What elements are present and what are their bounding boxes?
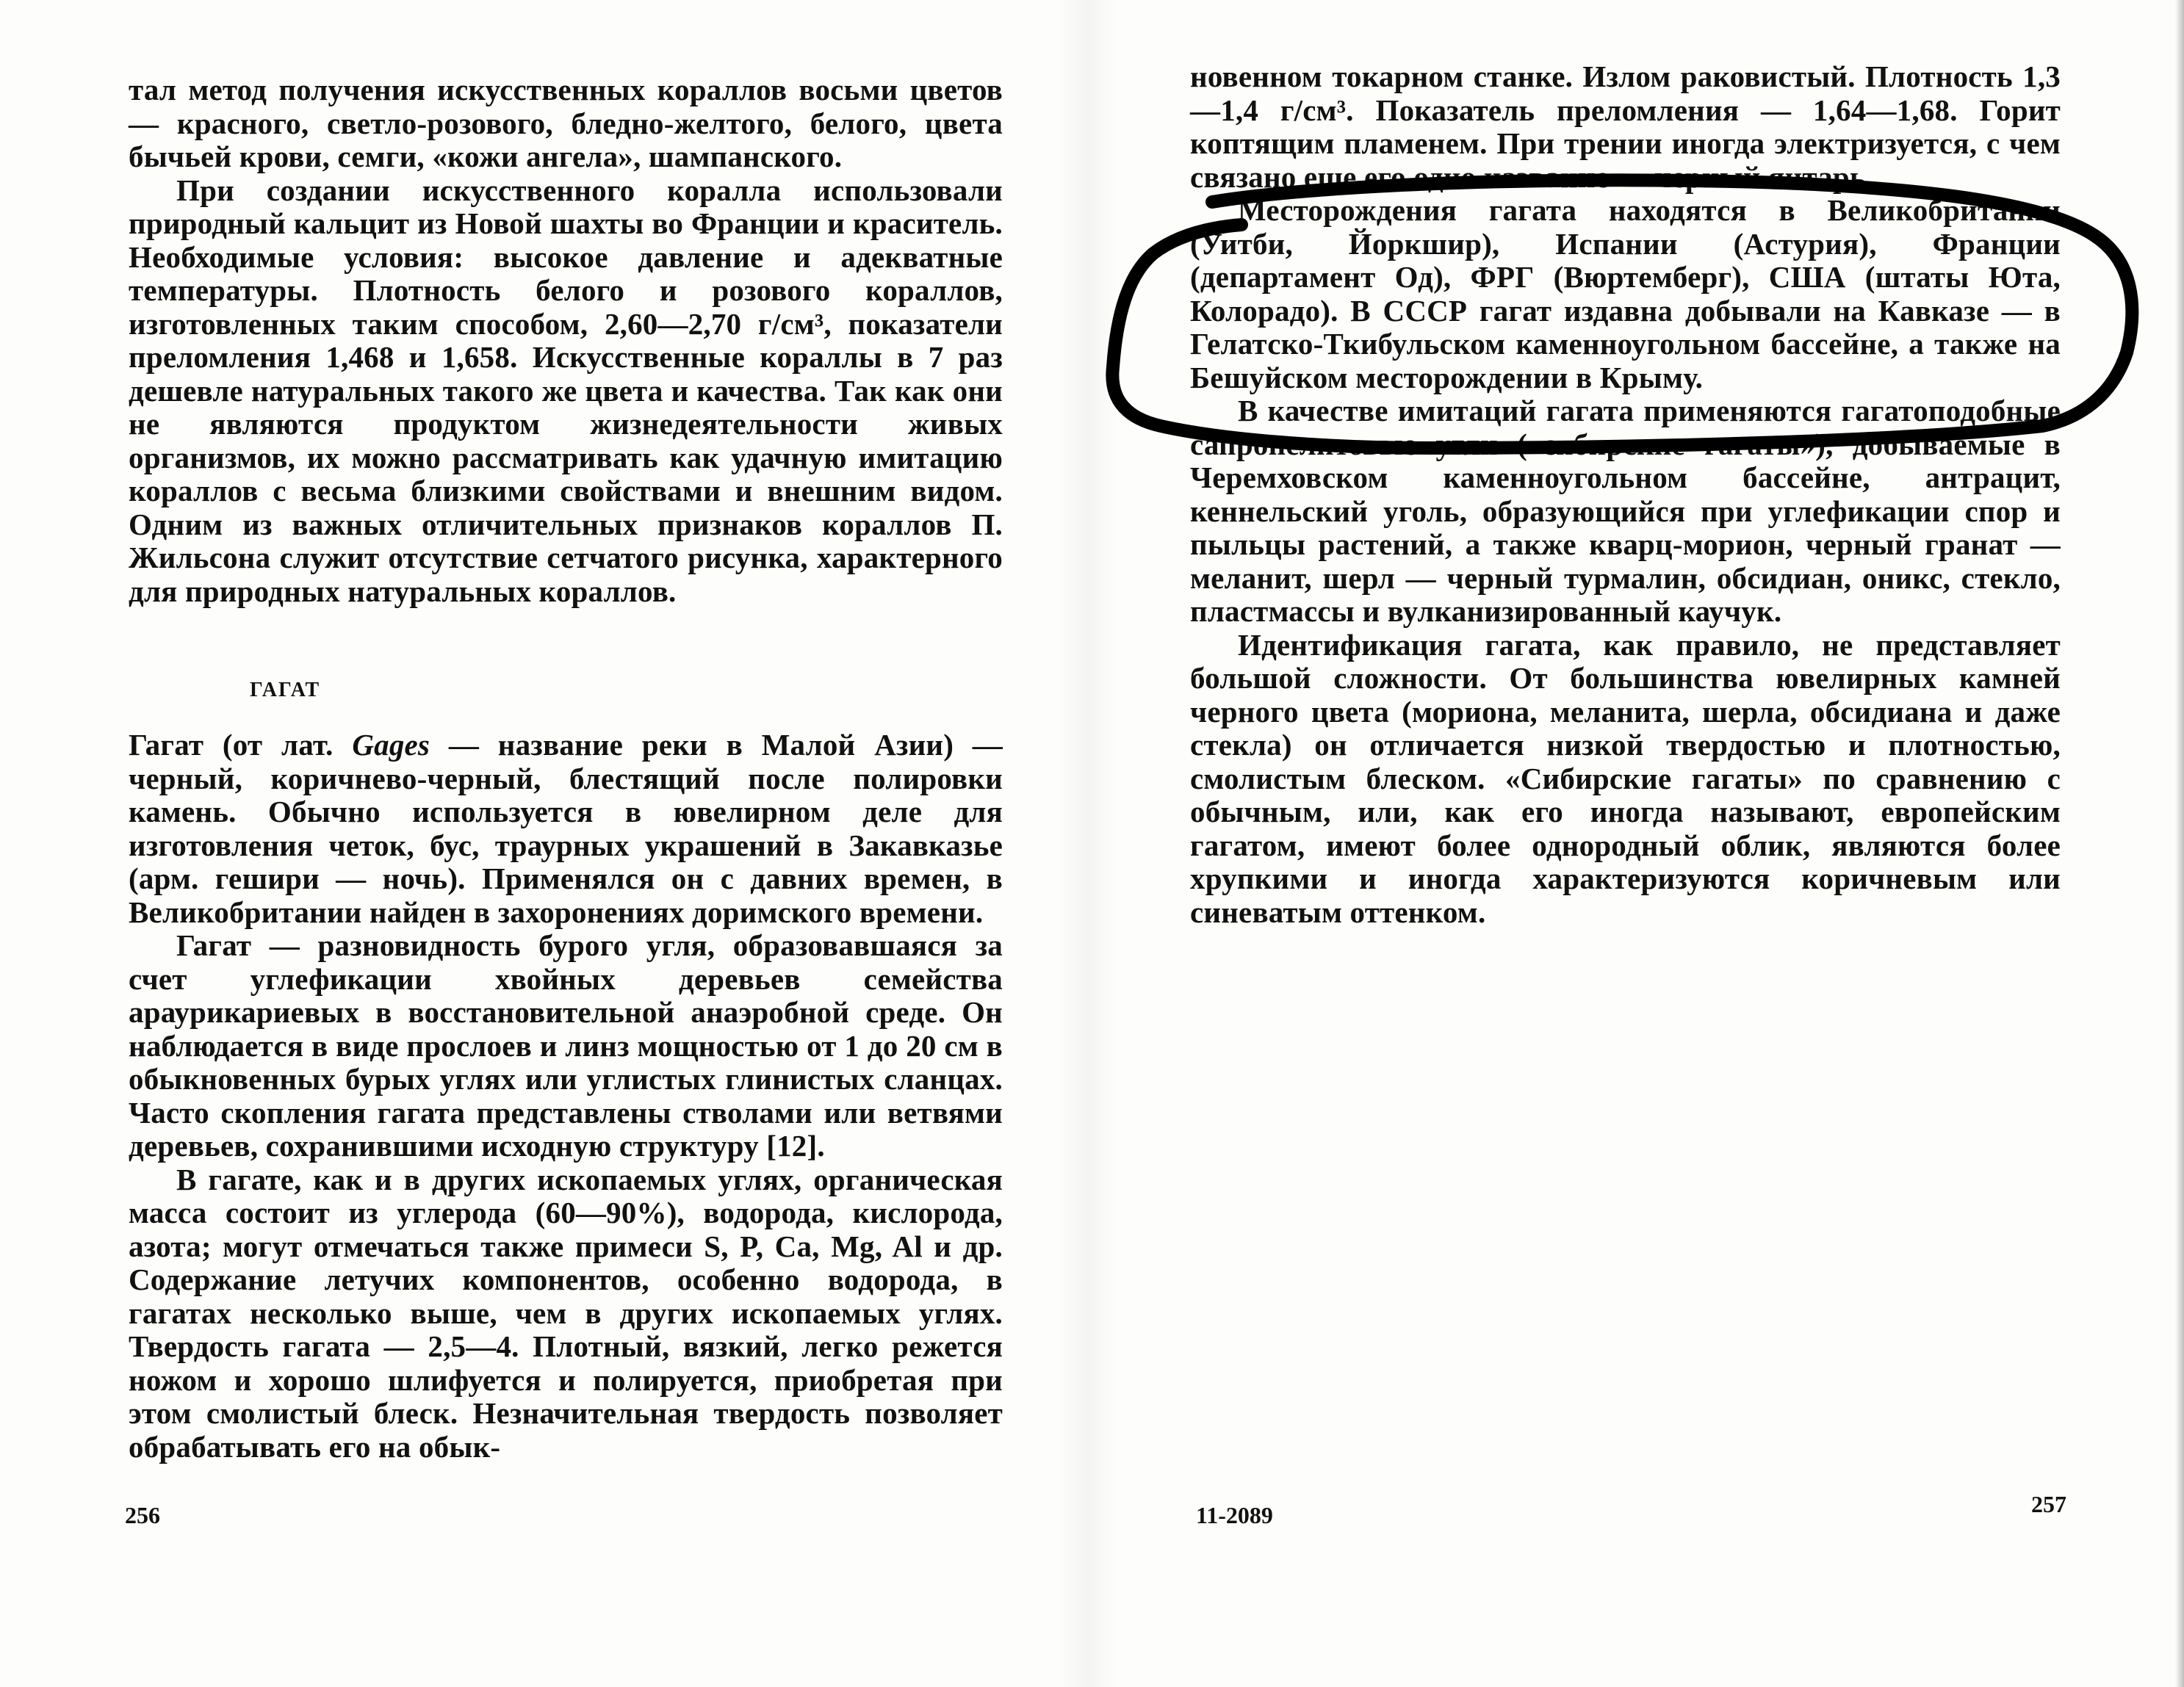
gagat-intro-paragraph	[129, 729, 1003, 929]
signature-mark: 11-2089	[1196, 1502, 1273, 1528]
book-gutter	[1058, 0, 1117, 1687]
section-heading-gagat: ГАГАТ	[250, 679, 321, 701]
gagat-imitations-paragraph: В качестве имитаций гагата применяются гагатоподобные сапропелитовые угли («сибирские гагаты»), добываемые в Черемховском каменноугольном бассейне, антрацит, кеннельский уголь, образующийся при углефикации спор и пыльцы растений, а также кварц-морион, черный гранат — меланит, шерл — черный турмалин, обсидиан, оникс, стекло, пластмассы и вулканизированный каучук.	[1190, 394, 2061, 628]
gagat-deposits-paragraph: Месторождения гагата находятся в Великобритании (Уитби, Йоркшир), Испании (Астурия), Франции (департамент Од), ФРГ (Вюртемберг), США (штаты Юта, Колорадо). В СССР гагат издавна добывали на Кавказе — в Гелатско-Ткибульском каменноугольном бассейне, а также на Бешуйском месторождении в Крыму.	[1190, 193, 2061, 394]
gagat-composition-paragraph: В гагате, как и в других ископаемых углях, органическая масса состоит из углерода (60—90%), водорода, кислорода, азота; могут отмечаться также примеси S, P, Ca, Mg, Al и др. Содержание летучих компонентов, особенно водорода, в гагатах несколько выше, чем в других ископаемых углях. Твердость гагата — 2,5—4. Плотный, вязкий, легко режется ножом и хорошо шлифуется и полируется, приобретая при этом смолистый блеск. Незначительная твердость позволяет обрабатывать его на обык-	[129, 1162, 1003, 1464]
page-edge	[2175, 0, 2184, 1687]
left-page-column	[129, 73, 1003, 1464]
coral-paragraph-1: тал метод получения искусственных кораллов восьми цветов — красного, светло-розового, бледно-желтого, белого, цвета бычьей крови, семги, «кожи ангела», шампанского.	[129, 73, 1003, 173]
gagat-latin-term: Gages	[352, 728, 430, 762]
gagat-identification-paragraph: Идентификация гагата, как правило, не представляет большой сложности. От большинства ювелирных камней черного цвета (мориона, меланита, шерла, обсидиана и даже стекла) он отличается низкой твердостью и плотностью, смолистым блеском. «Сибирские гагаты» по сравнению с обычным, или, как его иногда называют, европейским гагатом, имеют более однородный облик, являются более хрупкими и иногда характеризуются коричневым или синеватым оттенком.	[1190, 627, 2061, 929]
gagat-intro-prefix: Гагат (от лат.	[129, 728, 353, 762]
page-number-right: 257	[2031, 1491, 2066, 1517]
right-page-column	[1190, 60, 2061, 929]
coral-paragraph-2: При создании искусственного коралла использовали природный кальцит из Новой шахты во Франции и краситель. Необходимые условия: высокое давление и адекватные температуры. Плотность белого и розового кораллов, изготовленных таким способом, 2,60—2,70 г/см³, показатели преломления 1,468 и 1,658. Искусственные кораллы в 7 раз дешевле натуральных такого же цвета и качества. Так как они не являются продуктом жизнедеятельности живых организмов, их можно рассматривать как удачную имитацию кораллов с весьма близкими свойствами и внешним видом. Одним из важных отличительных признаков кораллов П. Жильсона служит отсутствие сетчатого рисунка, характерного для природных натуральных кораллов.	[129, 173, 1003, 608]
gagat-properties-paragraph: новенном токарном станке. Излом раковистый. Плотность 1,3—1,4 г/см³. Показатель преломления — 1,64—1,68. Горит коптящим пламенем. При трении иногда электризуется, с чем связано еще его одно название — черный янтарь.	[1190, 59, 2061, 194]
page-number-left: 256	[125, 1502, 160, 1528]
gagat-intro-rest: — название реки в Малой Азии) — черный, коричнево-черный, блестящий после полировки камень. Обычно используется в ювелирном деле для изготовления четок, бус, траурных украшений в Закавказье (арм. гешири — ночь). Применялся он с давних времен, в Великобритании найден в захоронениях доримского времени.	[129, 728, 1003, 929]
gagat-origin-paragraph: Гагат — разновидность бурого угля, образовавшаяся за счет углефикации хвойных деревьев семейства араурикариевых в восстановительной анаэробной среде. Он наблюдается в виде прослоев и линз мощностью от 1 до 20 см в обыкновенных бурых углях или углистых глинистых сланцах. Часто скопления гагата представлены стволами или ветвями деревьев, сохранившими исходную структуру [12].	[129, 928, 1003, 1163]
